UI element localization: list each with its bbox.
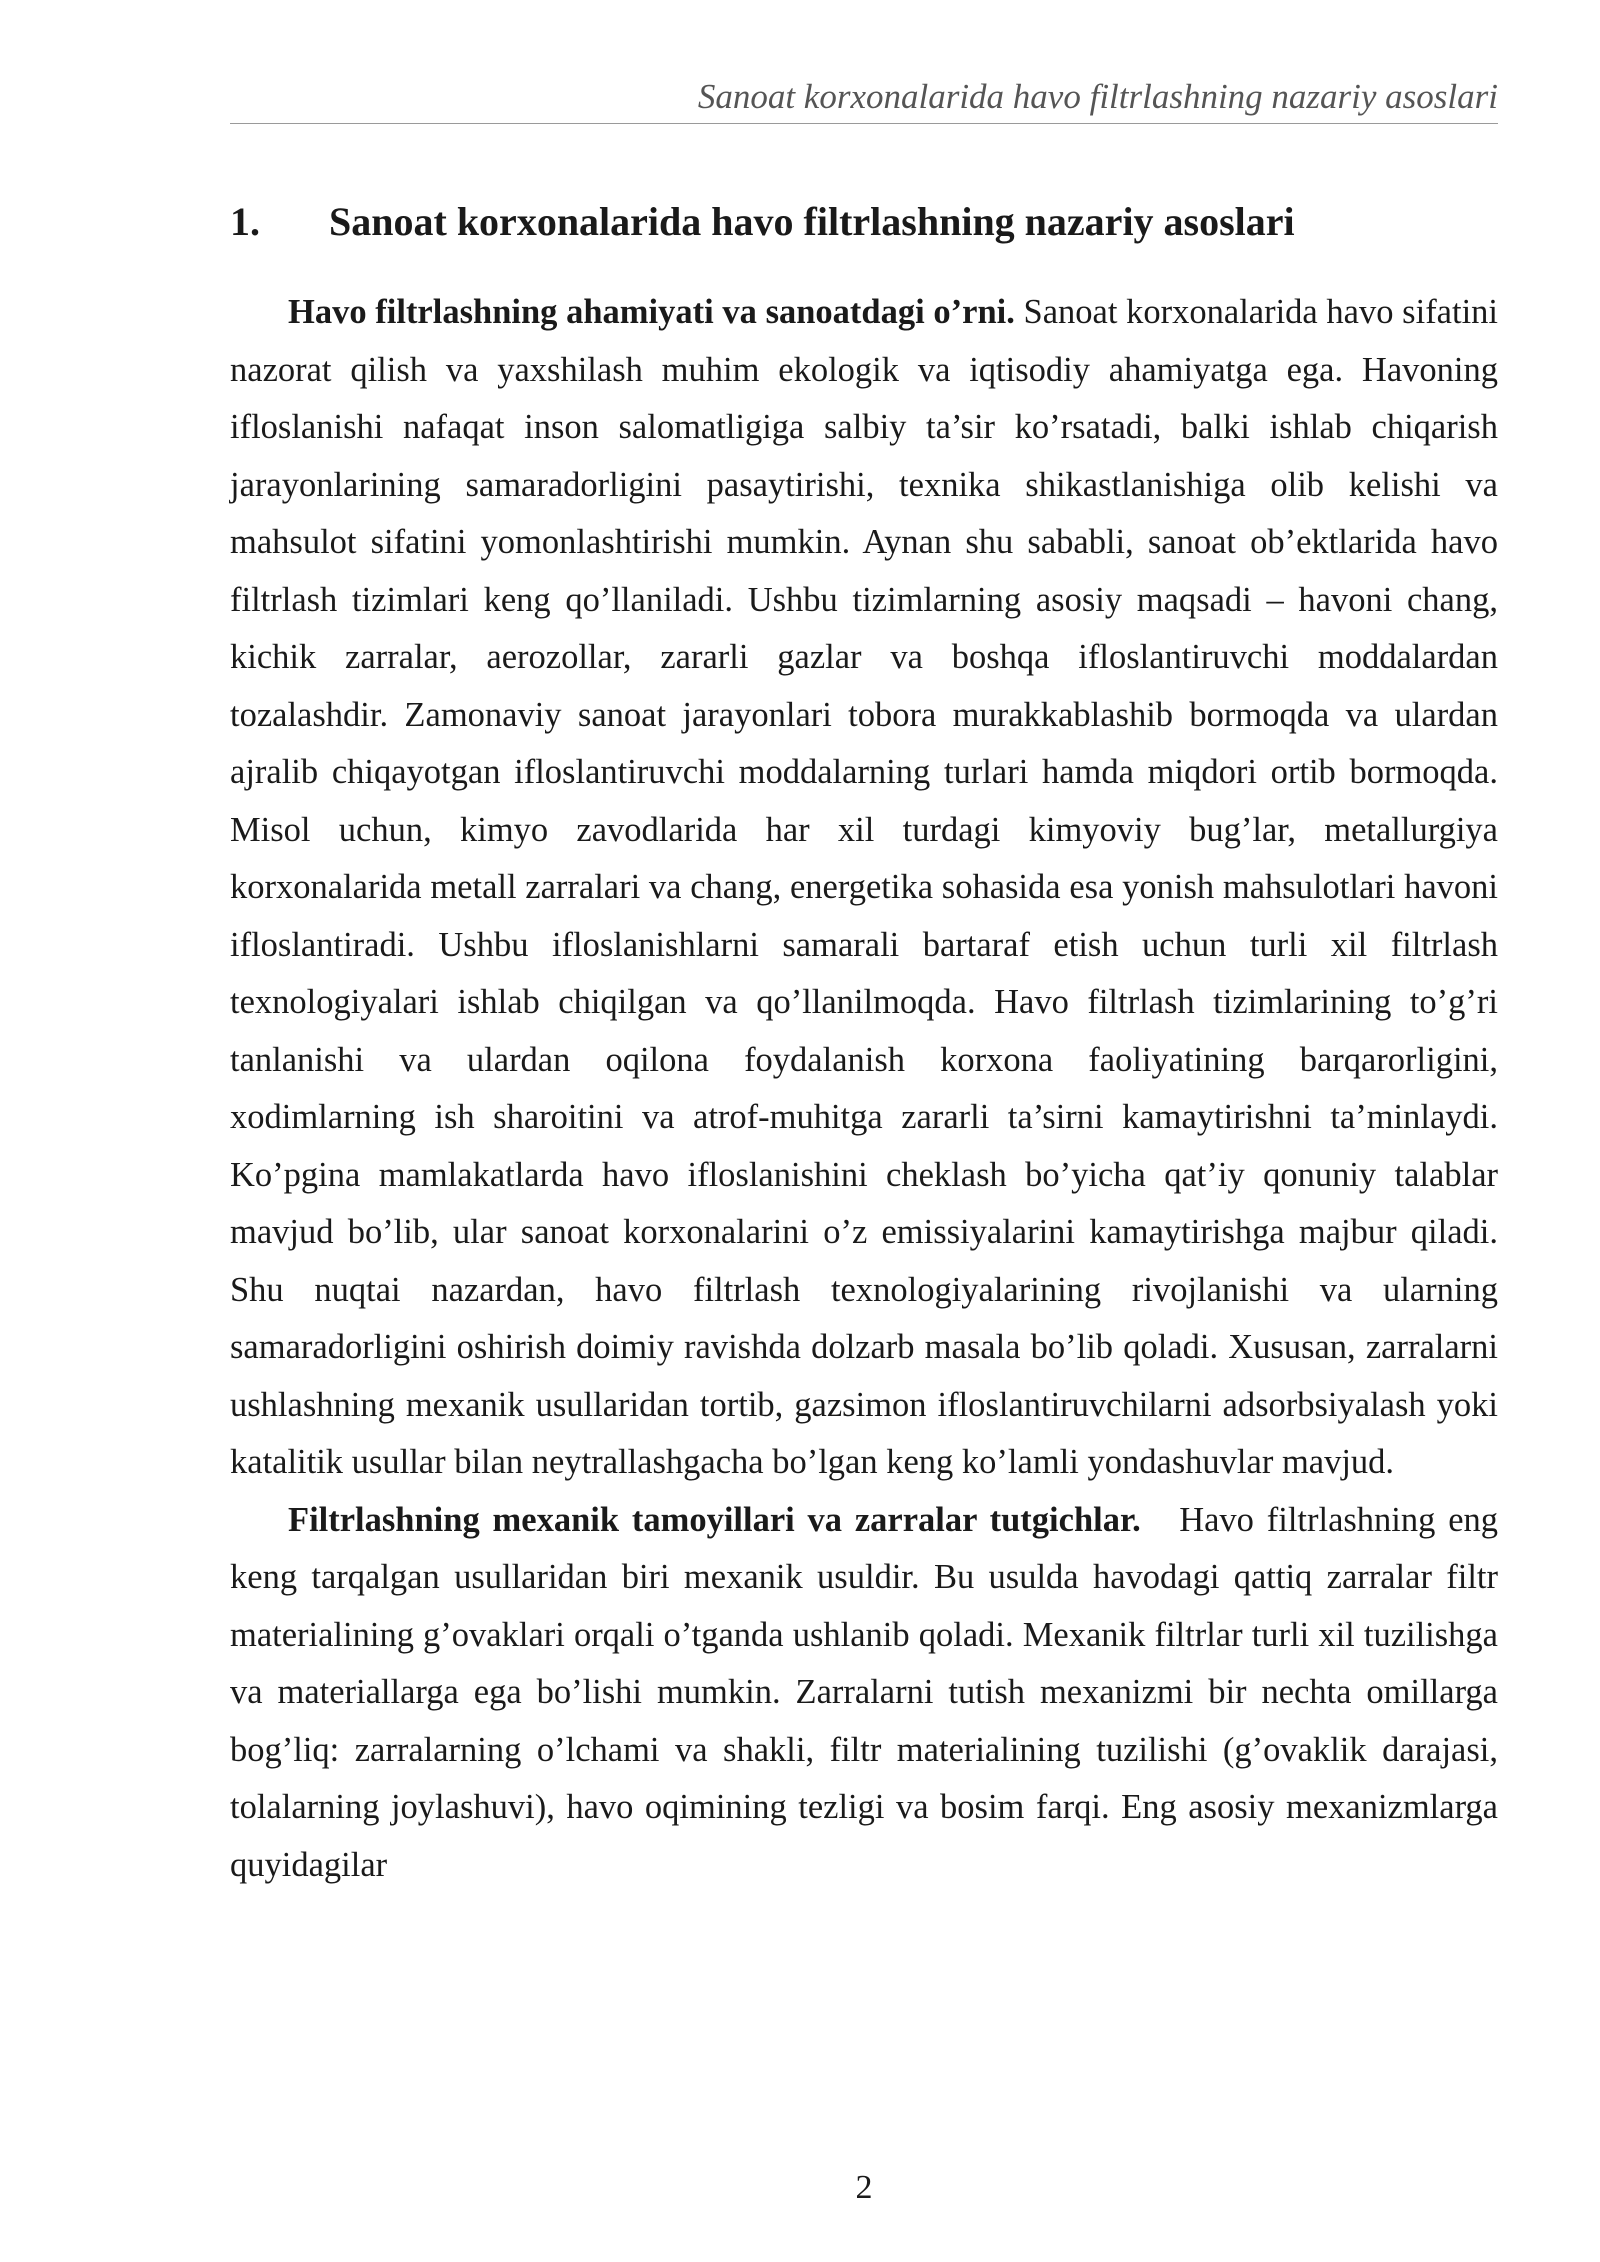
body-text [230,284,1498,1894]
paragraph-mechanical [230,1492,1498,1895]
section-heading [230,196,1498,248]
section-title: Sanoat korxonalarida havo filtrlashning nazariy asoslari [329,199,1295,244]
running-header: Sanoat korxonalarida havo filtrlashning nazariy asoslari [230,70,1498,124]
paragraph-importance [230,284,1498,1492]
page-number: 2 [855,2169,873,2206]
paragraph-lead: Filtrlashning mexanik tamoyillari va zarralar tutgichlar. [288,1500,1141,1539]
paragraph-text: Havo filtrlashning eng keng tarqalgan usullaridan biri mexanik usuldir. Bu usulda havodagi qattiq zarralar filtr materialining g’ovaklari orqali o’tganda ushlanib qoladi. Mexanik filtrlar turli xil tuzilishga va materiallarga ega bo’lishi mumkin. Zarralarni tutish mexanizmi bir nechta omillarga bog’liq: zarralarning o’lchami va shakli, filtr materialining tuzilishi (g’ovaklik darajasi, tolalarning joylashuvi), havo oqimining tezligi va bosim farqi. Eng asosiy mexanizmlarga quyidagilar [230,1500,1499,1884]
paragraph-text: Sanoat korxonalarida havo sifatini nazorat qilish va yaxshilash muhim ekologik va iqtisodiy ahamiyatga ega. Havoning ifloslanishi nafaqat inson salomatligiga salbiy ta’sir ko’rsatadi, balki ishlab chiqarish jarayonlarining samaradorligini pasaytirishi, texnika shikastlanishiga olib kelishi va mahsulot sifatini yomonlashtirishi mumkin. Aynan shu sababli, sanoat ob’ektlarida havo filtrlash tizimlari keng qo’llaniladi. Ushbu tizimlarning asosiy maqsadi – havoni chang, kichik zarralar, aerozollar, zararli gazlar va boshqa ifloslantiruvchi moddalardan tozalashdir. Zamonaviy sanoat jarayonlari tobora murakkablashib bormoqda va ulardan ajralib chiqayotgan ifloslantiruvchi moddalarning turlari hamda miqdori ortib bormoqda. Misol uchun, kimyo zavodlarida har xil turdagi kimyoviy bug’lar, metallurgiya korxonalarida metall zarralari va chang, energetika sohasida esa yonish mahsulotlari havoni ifloslantiradi. Ushbu ifloslanishlarni samarali bartaraf etish uchun turli xil filtrlash texnologiyalari ishlab chiqilgan va qo’llanilmoqda. Havo filtrlash tizimlarining to’g’ri tanlanishi va ulardan oqilona foydalanish korxona faoliyatining barqarorligini, xodimlarning ish sharoitini va atrof-muhitga zararli ta’sirni kamaytirishni ta’minlaydi. Ko’pgina mamlakatlarda havo ifloslanishini cheklash bo’yicha qat’iy qonuniy talablar mavjud bo’lib, ular sanoat korxonalarini o’z emissiyalarini kamaytirishga majbur qiladi. Shu nuqtai nazardan, havo filtrlash texnologiyalarining rivojlanishi va ularning samaradorligini oshirish doimiy ravishda dolzarb masala bo’lib qoladi. Xususan, zarralarni ushlashning mexanik usullaridan tortib, gazsimon ifloslantiruvchilarni adsorbsiyalash yoki katalitik usullar bilan neytrallashgacha bo’lgan keng ko’lamli yondashuvlar mavjud. [230,293,1498,1481]
paragraph-lead: Havo filtrlashning ahamiyati va sanoatdagi o’rni. [288,293,1015,331]
section-number: 1. [230,199,260,244]
